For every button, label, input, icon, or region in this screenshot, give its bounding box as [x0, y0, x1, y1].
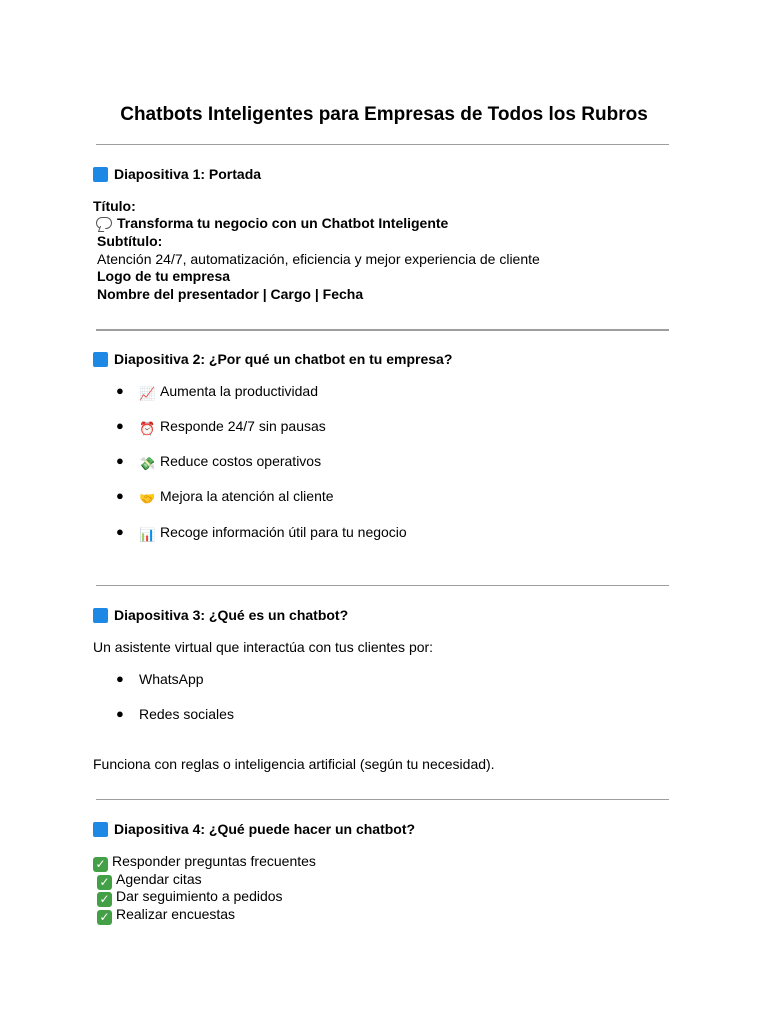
blue-square-icon [93, 167, 108, 182]
bullet-glyph: ● [116, 453, 124, 468]
slide-3-heading: Diapositiva 3: ¿Qué es un chatbot? [93, 606, 348, 624]
list-item: WhatsApp [139, 671, 204, 687]
list-item: ✓ Responder preguntas frecuentes [93, 852, 316, 872]
chart-increasing-icon: 📈 [139, 386, 156, 401]
list-item: 🤝 Mejora la atención al cliente [139, 488, 334, 506]
slide-1-subtitulo-label: Subtítulo: [97, 233, 163, 249]
blue-square-icon [93, 608, 108, 623]
list-item: ⏰ Responde 24/7 sin pausas [139, 418, 326, 436]
divider [96, 144, 669, 145]
bullet-glyph: ● [116, 418, 124, 433]
divider [96, 329, 669, 331]
list-item: 💸 Reduce costos operativos [139, 453, 322, 471]
bullet-glyph: ● [116, 671, 124, 686]
divider [96, 585, 669, 586]
slide-1-subtitulo-text: Atención 24/7, automatización, eficiencia y mejor experiencia de cliente [97, 251, 540, 267]
slide-3-footer: Funciona con reglas o inteligencia artificial (según tu necesidad). [93, 756, 495, 772]
slide-3-intro: Un asistente virtual que interactúa con tus clientes por: [93, 639, 434, 655]
slide-2-heading: Diapositiva 2: ¿Por qué un chatbot en tu empresa? [93, 350, 452, 368]
blue-square-icon [93, 352, 108, 367]
bullet-glyph: ● [116, 488, 124, 503]
bullet-glyph: ● [116, 383, 124, 398]
slide-1-logo-text: Logo de tu empresa [97, 268, 231, 284]
speech-bubble-icon [96, 217, 112, 229]
list-item: ✓ Realizar encuestas [97, 905, 235, 925]
check-mark-icon: ✓ [97, 892, 112, 907]
list-item: ✓ Dar seguimiento a pedidos [97, 887, 283, 907]
slide-1-titulo-label: Título: [93, 198, 136, 214]
list-item: 📈 Aumenta la productividad [139, 383, 318, 401]
list-item: Redes sociales [139, 706, 234, 722]
bullet-glyph: ● [116, 524, 124, 539]
check-mark-icon: ✓ [97, 910, 112, 925]
check-mark-icon: ✓ [93, 857, 108, 872]
handshake-icon: 🤝 [139, 491, 156, 506]
slide-1-presenter-text: Nombre del presentador | Cargo | Fecha [97, 286, 364, 302]
check-mark-icon: ✓ [97, 875, 112, 890]
slide-1-heading: Diapositiva 1: Portada [93, 165, 261, 183]
bullet-glyph: ● [116, 706, 124, 721]
divider [96, 799, 669, 800]
blue-square-icon [93, 822, 108, 837]
slide-1-titulo-text: Transforma tu negocio con un Chatbot Inteligente [96, 214, 448, 232]
alarm-clock-icon: ⏰ [139, 421, 156, 436]
bar-chart-icon: 📊 [139, 527, 156, 542]
money-with-wings-icon: 💸 [139, 456, 156, 471]
list-item: 📊 Recoge información útil para tu negocio [139, 524, 407, 542]
slide-4-heading: Diapositiva 4: ¿Qué puede hacer un chatbot? [93, 820, 415, 838]
document-title: Chatbots Inteligentes para Empresas de Todos los Rubros [120, 104, 648, 125]
list-item: ✓ Agendar citas [97, 870, 202, 890]
